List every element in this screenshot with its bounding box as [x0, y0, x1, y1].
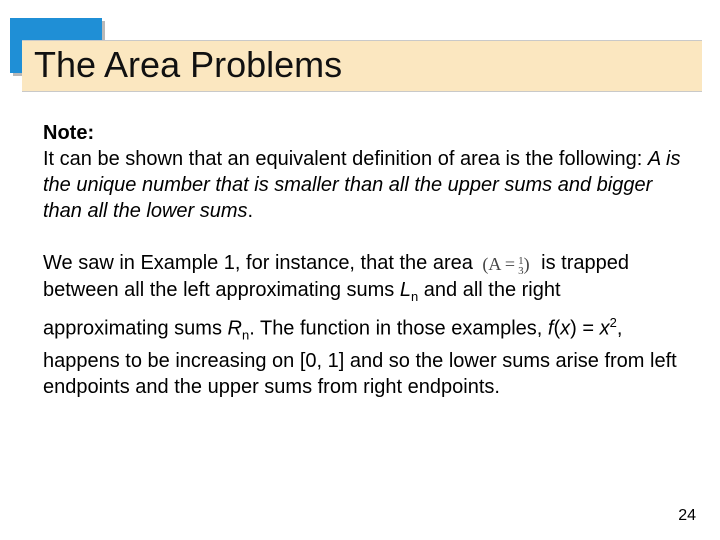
variable-x-squared: x	[599, 317, 610, 340]
paren-close-equals: ) =	[570, 317, 600, 340]
paren-open: (	[553, 317, 561, 340]
right-sum-symbol: R	[227, 317, 242, 340]
note-paragraph	[43, 120, 683, 224]
left-sum-symbol: L	[399, 278, 411, 301]
formula-numerator: 1	[518, 254, 524, 267]
slide-content	[43, 120, 683, 400]
slide-title: The Area Problems	[34, 44, 343, 85]
variable-x: x	[560, 317, 571, 340]
function-f: f	[547, 317, 554, 340]
example-paragraph	[43, 250, 683, 400]
formula-denominator: 3	[518, 264, 524, 277]
exponent: 2	[609, 314, 617, 330]
note-text-end: .	[247, 200, 254, 222]
note-text-italic: A is the unique number that is smaller than all the upper sums and bigger than all the lower sums	[43, 148, 681, 222]
note-text-intro: It can be shown that an equivalent definition of area is the following:	[43, 148, 648, 170]
para-part3: and all the right approximating sums	[43, 278, 561, 340]
area-formula	[482, 251, 529, 277]
para-part5: , happens to be increasing on [0, 1] and so the lower sums arise from left endpoints and the upper sums from right endpoints.	[43, 317, 677, 399]
page-number: 24	[678, 507, 696, 524]
para-part4: . The function in those examples,	[249, 317, 548, 340]
note-label: Note:	[43, 122, 95, 144]
formula-rhs: )	[523, 253, 530, 274]
para-part2: is trapped between all the left approximating sums	[43, 252, 629, 301]
left-sum-subscript: n	[410, 288, 419, 304]
formula-lhs: (A =	[482, 253, 516, 274]
para-part1: We saw in Example 1, for instance, that the area	[43, 252, 479, 274]
right-sum-subscript: n	[241, 327, 250, 343]
